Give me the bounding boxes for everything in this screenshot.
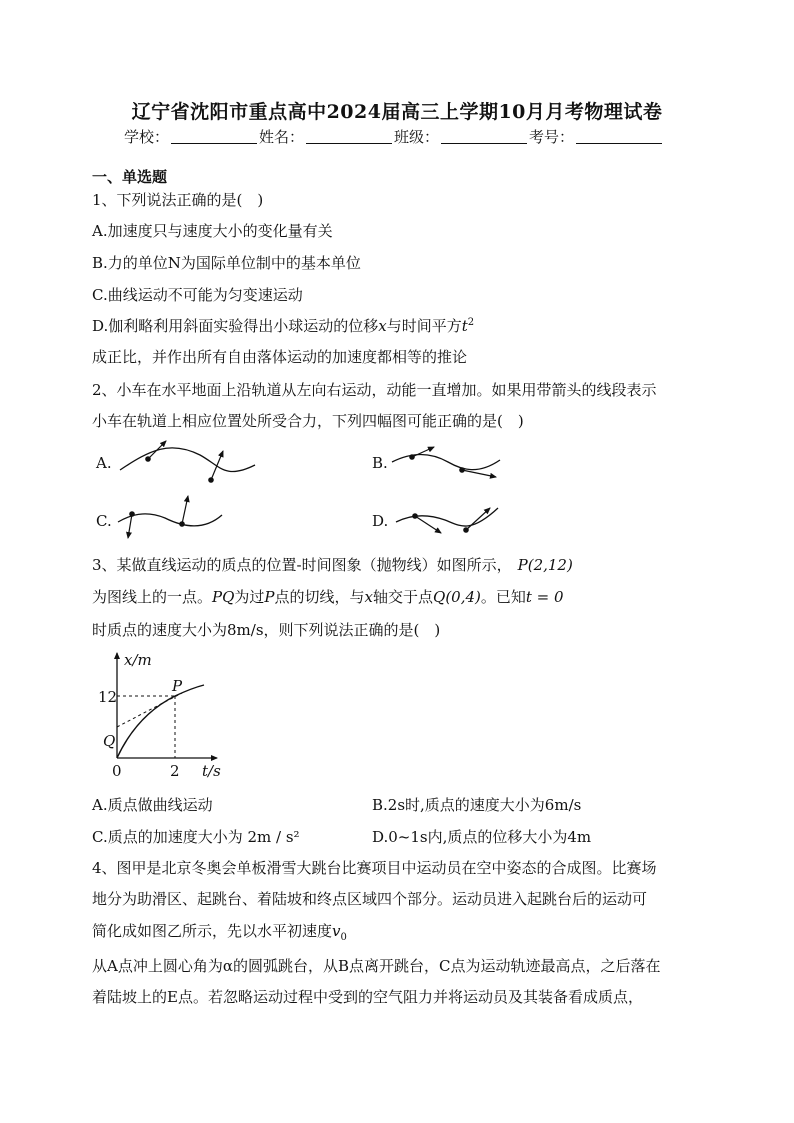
number-label: 考号： [529, 128, 575, 146]
q4-text3: 简化成如图乙所示，先以水平初速度 [92, 922, 333, 940]
q3-point-q: Q(0,4) [433, 588, 481, 606]
q2-stem-line2: 小车在轨道上相应位置处所受合力，下列四幅图可能正确的是( ) [92, 412, 524, 430]
origin-label: 0 [112, 762, 122, 780]
school-label: 学校： [124, 128, 170, 146]
q3-text4: 点的切线，与 [274, 588, 365, 606]
q3-option-b: B.2s时,质点的速度大小为6m/s [372, 796, 582, 814]
q4-v: v [332, 922, 341, 940]
q1-d-text2: 与时间平方 [386, 317, 462, 335]
q3-text6: 。已知 [480, 588, 526, 606]
q4-v-sub: 0 [340, 932, 347, 943]
q4-line3 [92, 920, 347, 943]
q1-d-var-x: x [378, 317, 387, 335]
x-axis-label: t/s [202, 762, 221, 780]
q3-option-d: D.0~1s内,质点的位移大小为4m [372, 828, 592, 846]
point-q-label: Q [103, 732, 116, 750]
q1-option-b: B.力的单位N为国际单位制中的基本单位 [92, 254, 361, 272]
q2-figure-c [118, 496, 222, 538]
q3-text3: 为过 [234, 588, 265, 606]
q3-stem-line2 [92, 586, 564, 607]
q3-option-a: A.质点做曲线运动 [92, 796, 213, 814]
q3-graph [92, 645, 232, 785]
q2-label-c: C. [96, 512, 112, 530]
point-p-label: P [172, 677, 183, 695]
q3-text5: 轴交于点 [373, 588, 434, 606]
q2-figure-d [396, 508, 498, 533]
q1-d-var-t: t [461, 317, 468, 335]
q2-stem-line1: 2、小车在水平地面上沿轨道从左向右运动，动能一直增加。如果用带箭头的线段表示 [92, 381, 657, 399]
q1-d-text: D.伽利略利用斜面实验得出小球运动的位移 [92, 317, 379, 335]
q1-d-sup: 2 [467, 317, 475, 328]
q3-stem-line1 [92, 554, 573, 575]
class-label: 班级： [394, 128, 440, 146]
q3-text1: 3、某做直线运动的质点的位置-时间图象（抛物线）如图所示， [92, 556, 512, 574]
q3-point-p: P(2,12) [517, 556, 573, 574]
q3-p: P [264, 588, 275, 606]
q3-option-c: C.质点的加速度大小为 2m / s² [92, 828, 300, 846]
q2-label-a: A. [96, 454, 112, 472]
q1-option-a: A.加速度只与速度大小的变化量有关 [92, 222, 333, 240]
name-label: 姓名： [259, 128, 305, 146]
y-axis-label: x/m [124, 651, 152, 669]
q4-line4: 从A点冲上圆心角为α的圆弧跳台，从B点离开跳台，C点为运动轨迹最高点，之后落在 [92, 957, 661, 975]
q3-text2: 为图线上的一点。 [92, 588, 213, 606]
tick-2: 2 [170, 762, 180, 780]
q2-figures [0, 0, 794, 560]
q4-line2: 地分为助滑区、起跳台、着陆坡和终点区域四个部分。运动员进入起跳台后的运动可 [92, 890, 648, 908]
q1-option-d-cont: 成正比，并作出所有自由落体运动的加速度都相等的推论 [92, 348, 468, 366]
q2-figure-a [120, 441, 255, 483]
q4-line5: 着陆坡上的E点。若忽略运动过程中受到的空气阻力并将运动员及其装备看成质点， [92, 988, 643, 1006]
q3-x: x [364, 588, 373, 606]
q3-pq: PQ [212, 588, 235, 606]
q3-t0: t = 0 [525, 588, 564, 606]
q1-option-c: C.曲线运动不可能为匀变速运动 [92, 286, 303, 304]
q4-line1: 4、图甲是北京冬奥会单板滑雪大跳台比赛项目中运动员在空中姿态的合成图。比赛场 [92, 859, 657, 877]
page-title: 辽宁省沈阳市重点高中2024届高三上学期10月月考物理试卷 [131, 101, 663, 123]
q3-stem-line3: 时质点的速度大小为8m/s，则下列说法正确的是( ) [92, 621, 441, 639]
q2-label-b: B. [372, 454, 388, 472]
tick-12: 12 [98, 688, 118, 706]
q2-label-d: D. [372, 512, 389, 530]
section-heading: 一、单选题 [92, 168, 168, 186]
q1-stem: 1、下列说法正确的是( ) [92, 191, 264, 209]
q2-figure-b [392, 447, 500, 477]
